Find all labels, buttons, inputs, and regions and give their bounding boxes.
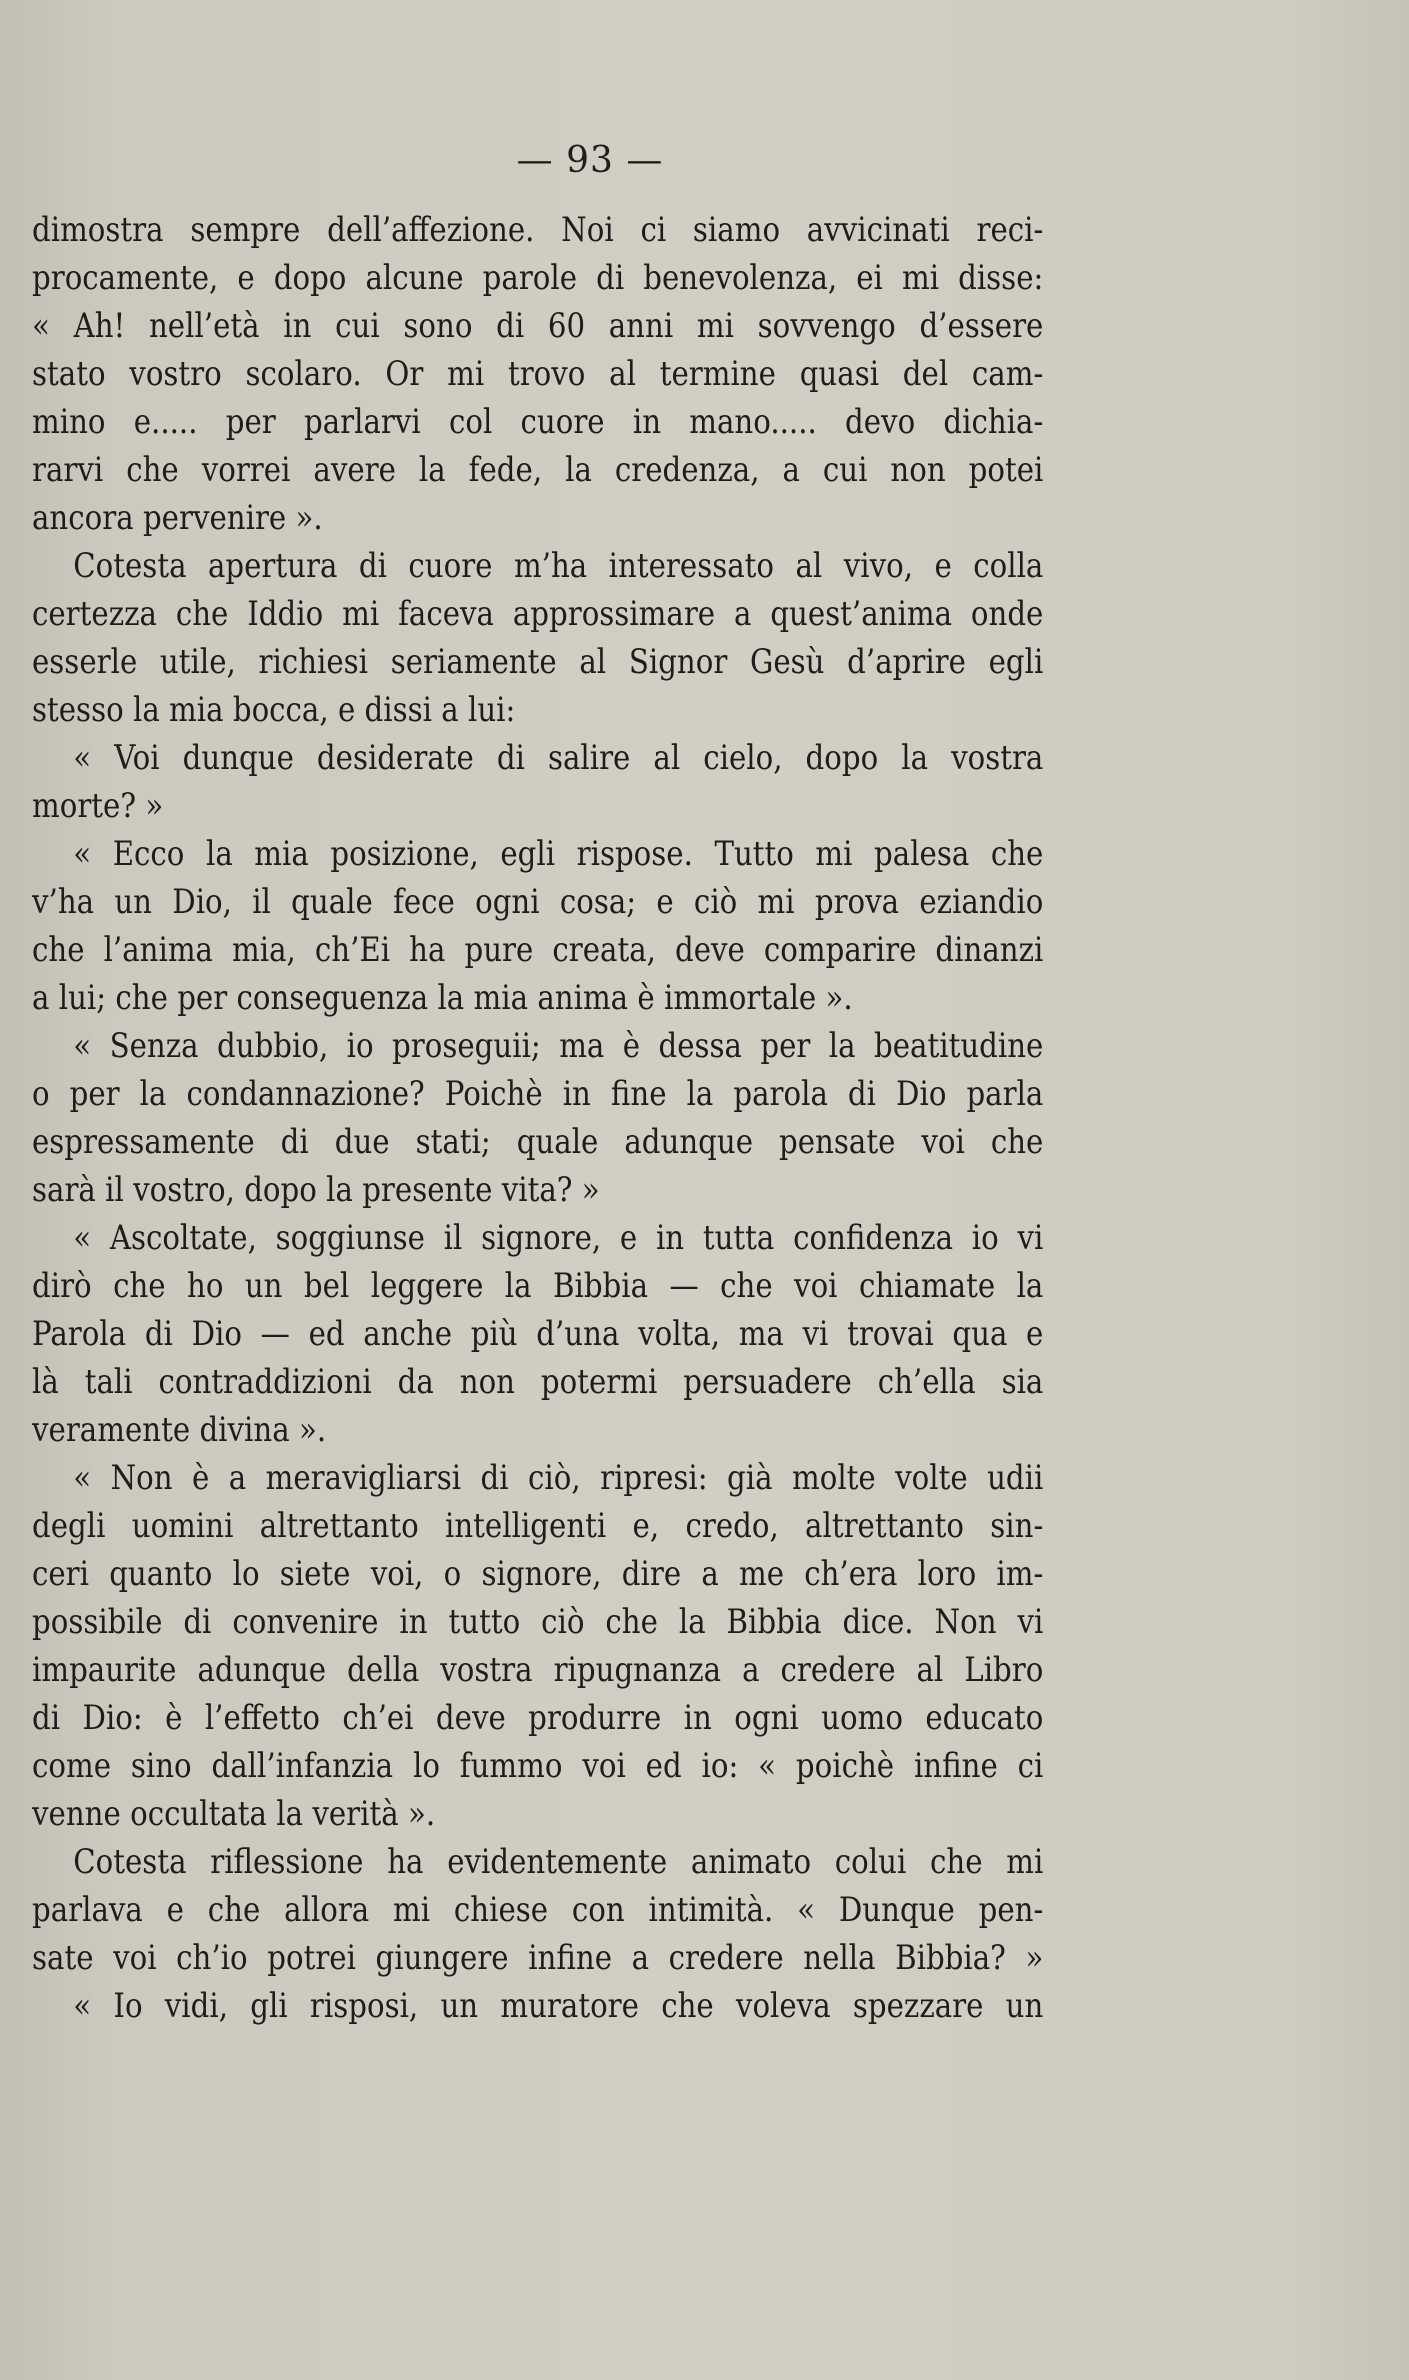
text-line: rarvi che vorrei avere la fede, la credenza, a cui non potei [32, 450, 1044, 490]
text-line: Cotesta apertura di cuore m’ha interessato al vivo, e colla [73, 546, 1044, 586]
text-line: mino e..... per parlarvi col cuore in mano..... devo dichia- [32, 402, 1044, 442]
text-line: stato vostro scolaro. Or mi trovo al termine quasi del cam- [32, 354, 1044, 394]
text-line: dirò che ho un bel leggere la Bibbia — che voi chiamate la [32, 1266, 1044, 1306]
text-line: ceri quanto lo siete voi, o signore, dire a me ch’era loro im- [32, 1554, 1044, 1594]
text-line: possibile di convenire in tutto ciò che la Bibbia dice. Non vi [32, 1602, 1044, 1642]
text-line: a lui; che per conseguenza la mia anima è immortale ». [32, 978, 853, 1018]
text-line: v’ha un Dio, il quale fece ogni cosa; e ciò mi prova eziandio [32, 882, 1044, 922]
text-line: « Senza dubbio, io proseguii; ma è dessa per la beatitudine [73, 1026, 1044, 1066]
text-line: « Ecco la mia posizione, egli rispose. Tutto mi palesa che [73, 834, 1044, 874]
text-line: impaurite adunque della vostra ripugnanza a credere al Libro [32, 1650, 1044, 1690]
text-line: sate voi ch’io potrei giungere infine a credere nella Bibbia? » [32, 1938, 1044, 1978]
text-line: dimostra sempre dell’affezione. Noi ci siamo avvicinati reci- [32, 210, 1044, 250]
text-line: o per la condannazione? Poichè in fine la parola di Dio parla [32, 1074, 1044, 1114]
text-line: sarà il vostro, dopo la presente vita? » [32, 1170, 600, 1210]
text-line: espressamente di due stati; quale adunque pensate voi che [32, 1122, 1044, 1162]
text-line: stesso la mia bocca, e dissi a lui: [32, 690, 516, 730]
text-line: che l’anima mia, ch’Ei ha pure creata, deve comparire dinanzi [32, 930, 1044, 970]
text-line: degli uomini altrettanto intelligenti e, credo, altrettanto sin- [32, 1506, 1044, 1546]
text-line: procamente, e dopo alcune parole di benevolenza, ei mi disse: [32, 258, 1044, 298]
text-line: di Dio: è l’effetto ch’ei deve produrre in ogni uomo educato [32, 1698, 1044, 1738]
text-line: là tali contraddizioni da non potermi persuadere ch’ella sia [32, 1362, 1044, 1402]
text-line: « Non è a meravigliarsi di ciò, ripresi: già molte volte udii [73, 1458, 1044, 1498]
text-line: « Io vidi, gli risposi, un muratore che voleva spezzare un [73, 1986, 1044, 2026]
text-line: certezza che Iddio mi faceva approssimare a quest’anima onde [32, 594, 1044, 634]
text-line: « Voi dunque desiderate di salire al cielo, dopo la vostra [73, 738, 1044, 778]
text-line: Cotesta riflessione ha evidentemente animato colui che mi [73, 1842, 1044, 1882]
text-line: morte? » [32, 786, 164, 826]
text-line: come sino dall’infanzia lo fummo voi ed io: « poichè infine ci [32, 1746, 1044, 1786]
page-number: — 93 — [516, 140, 664, 181]
text-line: ancora pervenire ». [32, 498, 323, 538]
text-line: esserle utile, richiesi seriamente al Signor Gesù d’aprire egli [32, 642, 1044, 682]
text-line: Parola di Dio — ed anche più d’una volta, ma vi trovai qua e [32, 1314, 1044, 1354]
text-line: parlava e che allora mi chiese con intimità. « Dunque pen- [32, 1890, 1044, 1930]
text-line: venne occultata la verità ». [32, 1794, 436, 1834]
text-line: « Ascoltate, soggiunse il signore, e in tutta confidenza io vi [73, 1218, 1044, 1258]
text-line: veramente divina ». [32, 1410, 327, 1450]
text-line: « Ah! nell’età in cui sono di 60 anni mi sovvengo d’essere [32, 306, 1044, 346]
body-text [32, 206, 1044, 2030]
